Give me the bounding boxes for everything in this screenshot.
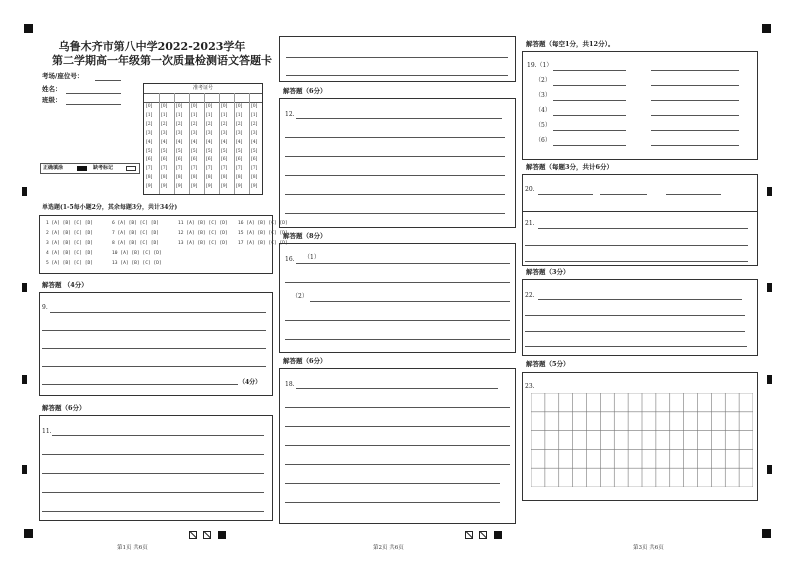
exam-id-digit-bubble[interactable]: [6] [251,157,258,163]
mcq-header: 单选题(1-5每小题2分，其余每题3分，共计34分) [42,204,178,211]
page-number-3: 第3页 共6页 [633,545,664,551]
corner-mark-bl [24,529,33,538]
section-11-header: 解答题（6分） [42,404,86,412]
mcq-item[interactable]: 5 [A] [B] [C] [D] [46,261,94,266]
exam-id-digit-bubble[interactable]: [6] [236,157,243,163]
title-line-2: 第二学期高一年级第一次质量检测语文答题卡 [52,54,272,67]
exam-id-digit-bubble[interactable]: [2] [206,121,213,127]
page-marker-slash [189,531,197,539]
question-20-label: 20. [525,186,535,193]
exam-id-digit-bubble[interactable]: [7] [146,166,153,172]
mcq-item[interactable]: 6 [A] [B] [C] [D] [112,221,160,226]
timing-mark [767,187,772,196]
exam-id-digit-bubble[interactable]: [7] [161,166,168,172]
mcq-item[interactable]: 8 [A] [B] [C] [D] [112,241,160,246]
answer-line[interactable] [651,130,739,131]
question-19-part-label: （5） [535,122,551,129]
timing-mark [22,283,27,292]
corner-mark-tl [24,24,33,33]
exam-id-digit-bubble[interactable]: [0] [236,104,243,109]
answer-box-18[interactable] [279,368,516,524]
answer-line[interactable] [553,85,626,86]
exam-id-digit-bubble[interactable]: [4] [176,139,183,145]
page-marker-slash [465,531,473,539]
exam-id-digit-bubble[interactable]: [8] [161,175,168,181]
exam-id-digit-bubble[interactable]: [3] [146,130,153,136]
mcq-item[interactable]: 3 [A] [B] [C] [D] [46,241,94,246]
exam-id-digit-bubble[interactable]: [0] [251,104,258,109]
mcq-item[interactable]: 16 [A] [B] [C] [D] [238,221,288,226]
answer-box-9[interactable] [39,292,273,396]
exam-id-digit-bubble[interactable]: [7] [251,166,258,172]
answer-line[interactable] [553,115,626,116]
question-18-label: 18. [285,381,295,388]
exam-id-digit-bubble[interactable]: [9] [221,184,228,190]
answer-box-16[interactable] [279,243,516,353]
question-16-label: 16. [285,256,295,263]
class-label: 班级： [42,96,62,104]
exam-id-digit-bubble[interactable]: [8] [251,175,258,181]
corner-mark-tr [762,24,771,33]
exam-id-digit-bubble[interactable]: [5] [206,148,213,154]
page-marker-solid [218,531,226,539]
exam-id-digit-bubble[interactable]: [3] [221,130,228,136]
question-16-part1: （1） [304,254,320,261]
exam-id-digit-bubble[interactable]: [2] [176,121,183,127]
section-22-header: 解答题（3分） [526,268,570,276]
section-19-header: 解答题（每空1分，共12分）。 [526,40,615,48]
answer-box-23[interactable] [522,372,758,501]
exam-id-digit-bubble[interactable]: [4] [206,139,213,145]
legend-absent-label: 缺考标记 [93,165,114,171]
timing-mark [767,375,772,384]
question-19-part-label: （2） [535,77,551,84]
mcq-item[interactable]: 2 [A] [B] [C] [D] [46,231,94,236]
exam-id-digit-bubble[interactable]: [1] [176,112,183,118]
mcq-item[interactable]: 17 [A] [B] [C] [D] [238,241,288,246]
question-11-label: 11. [42,428,52,435]
answer-box-20-21[interactable] [522,174,758,266]
page-number-2: 第2页 共6页 [373,545,404,551]
mcq-item[interactable]: 12 [A] [B] [C] [D] [178,231,228,236]
exam-id-digit-bubble[interactable]: [5] [251,148,258,154]
question-22-label: 22. [525,292,535,299]
exam-id-digit-bubble[interactable]: [5] [146,148,153,154]
section-9-header: 解答题 （4分） [42,281,88,289]
exam-id-digit-bubble[interactable]: [7] [221,166,228,172]
exam-id-digit-bubble[interactable]: [9] [236,184,243,190]
exam-id-digit-bubble[interactable]: [5] [221,148,228,154]
exam-id-digit-bubble[interactable]: [3] [191,130,198,136]
exam-id-digit-bubble[interactable]: [6] [221,157,228,163]
answer-line[interactable] [553,130,626,131]
mcq-item[interactable]: 13 [A] [B] [C] [D] [178,241,228,246]
section-23-header: 解答题（5分） [526,360,570,368]
exam-id-digit-bubble[interactable]: [9] [176,184,183,190]
exam-id-digit-bubble[interactable]: [8] [206,175,213,181]
exam-id-digit-bubble[interactable]: [1] [146,112,153,118]
exam-id-digit-bubble[interactable]: [0] [176,104,183,109]
section-12-header: 解答题（6分） [283,87,327,95]
mcq-item[interactable]: 11 [A] [B] [C] [D] [178,221,228,226]
mcq-item[interactable]: 1 [A] [B] [C] [D] [46,221,94,226]
answer-box-cont[interactable] [279,36,516,82]
exam-id-digit-bubble[interactable]: [2] [191,121,198,127]
question-9-score: （4分） [239,379,262,386]
section-16-header: 解答题（8分） [283,232,327,240]
timing-mark [22,375,27,384]
exam-id-digit-bubble[interactable]: [9] [161,184,168,190]
corner-mark-br [762,529,771,538]
exam-id-digit-bubble[interactable]: [6] [176,157,183,163]
exam-id-digit-bubble[interactable]: [0] [221,104,228,109]
exam-id-digit-bubble[interactable]: [5] [176,148,183,154]
exam-id-title: 准考证号 [192,85,213,91]
exam-id-digit-bubble[interactable]: [2] [221,121,228,127]
exam-id-digit-bubble[interactable]: [3] [251,130,258,136]
exam-id-digit-bubble[interactable]: [8] [146,175,153,181]
exam-id-digit-bubble[interactable]: [9] [146,184,153,190]
answer-box-19[interactable] [522,51,758,160]
exam-id-digit-bubble[interactable]: [3] [176,130,183,136]
timing-mark [767,283,772,292]
exam-id-digit-bubble[interactable]: [0] [161,104,168,109]
name-field[interactable] [66,93,121,94]
mcq-item[interactable]: 15 [A] [B] [C] [D] [238,231,288,236]
mcq-item[interactable]: 7 [A] [B] [C] [D] [112,231,160,236]
exam-id-digit-bubble[interactable]: [2] [146,121,153,127]
question-23-label: 23. [525,383,535,390]
exam-id-digit-bubble[interactable]: [2] [161,121,168,127]
legend-box [40,163,140,174]
exam-id-digit-bubble[interactable]: [3] [161,130,168,136]
exam-seat-field[interactable] [95,80,121,81]
exam-id-digit-bubble[interactable]: [9] [206,184,213,190]
exam-id-digit-bubble[interactable]: [8] [191,175,198,181]
page-number-1: 第1页 共6页 [117,545,148,551]
exam-id-digit-bubble[interactable]: [6] [191,157,198,163]
exam-id-digit-bubble[interactable]: [1] [251,112,258,118]
composition-grid[interactable] [531,393,753,487]
exam-id-digit-bubble[interactable]: [6] [161,157,168,163]
absent-checkbox[interactable] [126,166,136,171]
question-12-label: 12. [285,111,295,118]
page-marker-slash [479,531,487,539]
answer-line[interactable] [553,145,626,146]
question-16-part2: （2） [292,293,308,300]
legend-correct-swatch [77,166,87,171]
exam-id-digit-bubble[interactable]: [4] [191,139,198,145]
exam-id-digit-bubble[interactable]: [4] [251,139,258,145]
exam-id-digit-bubble[interactable]: [4] [161,139,168,145]
exam-id-digit-bubble[interactable]: [5] [191,148,198,154]
timing-mark [22,465,27,474]
question-9-label: 9. [42,304,48,311]
answer-box-22[interactable] [522,279,758,356]
exam-id-digit-bubble[interactable]: [1] [206,112,213,118]
exam-id-digit-bubble[interactable]: [8] [236,175,243,181]
exam-id-digit-bubble[interactable]: [7] [191,166,198,172]
answer-line[interactable] [553,100,626,101]
timing-mark [22,187,27,196]
exam-id-digit-bubble[interactable]: [2] [251,121,258,127]
mcq-item[interactable]: 13 [A] [B] [C] [D] [112,261,162,266]
exam-id-digit-bubble[interactable]: [6] [206,157,213,163]
mcq-item[interactable]: 4 [A] [B] [C] [D] [46,251,94,256]
exam-id-digit-bubble[interactable]: [1] [236,112,243,118]
question-19-label: 19.（1） [527,62,553,69]
timing-mark [767,465,772,474]
answer-box-12[interactable] [279,98,516,228]
exam-id-digit-bubble[interactable]: [0] [191,104,198,109]
mcq-item[interactable]: 10 [A] [B] [C] [D] [112,251,162,256]
question-19-part-label: （3） [535,92,551,99]
answer-line[interactable] [651,100,739,101]
question-19-part-label: （4） [535,107,551,114]
exam-id-digit-bubble[interactable]: [2] [236,121,243,127]
exam-id-digit-bubble[interactable]: [4] [221,139,228,145]
exam-id-digit-bubble[interactable]: [5] [161,148,168,154]
page-marker-slash [203,531,211,539]
exam-id-digit-bubble[interactable]: [7] [206,166,213,172]
exam-id-digit-bubble[interactable]: [1] [161,112,168,118]
class-field[interactable] [66,104,121,105]
exam-id-digit-bubble[interactable]: [8] [176,175,183,181]
exam-id-digit-bubble[interactable]: [5] [236,148,243,154]
answer-line[interactable] [651,85,739,86]
exam-id-digit-bubble[interactable]: [1] [221,112,228,118]
answer-line[interactable] [651,115,739,116]
answer-line[interactable] [651,145,739,146]
exam-id-grid[interactable] [143,83,263,195]
exam-id-digit-bubble[interactable]: [0] [146,104,153,109]
question-19-part-label: （6） [535,137,551,144]
exam-id-digit-bubble[interactable]: [9] [251,184,258,190]
section-20-header: 解答题（每题3分，共计6分） [526,163,614,171]
exam-id-digit-bubble[interactable]: [7] [236,166,243,172]
answer-box-11[interactable] [39,415,273,521]
exam-id-digit-bubble[interactable]: [3] [236,130,243,136]
exam-id-digit-bubble[interactable]: [0] [206,104,213,109]
section-18-header: 解答题（6分） [283,357,327,365]
exam-id-digit-bubble[interactable]: [8] [221,175,228,181]
question-21-label: 21. [525,220,535,227]
name-label: 姓名： [42,85,62,93]
exam-id-digit-bubble[interactable]: [6] [146,157,153,163]
exam-id-digit-bubble[interactable]: [4] [146,139,153,145]
exam-id-digit-bubble[interactable]: [1] [191,112,198,118]
legend-correct-label: 正确填涂 [43,165,64,171]
exam-id-digit-bubble[interactable]: [3] [206,130,213,136]
exam-id-digit-bubble[interactable]: [9] [191,184,198,190]
exam-id-digit-bubble[interactable]: [4] [236,139,243,145]
title-line-1: 乌鲁木齐市第八中学2022-2023学年 [58,40,246,53]
exam-seat-label: 考场/座位号： [42,72,84,80]
exam-id-digit-bubble[interactable]: [7] [176,166,183,172]
mcq-box[interactable] [39,215,288,274]
page-marker-solid [494,531,502,539]
